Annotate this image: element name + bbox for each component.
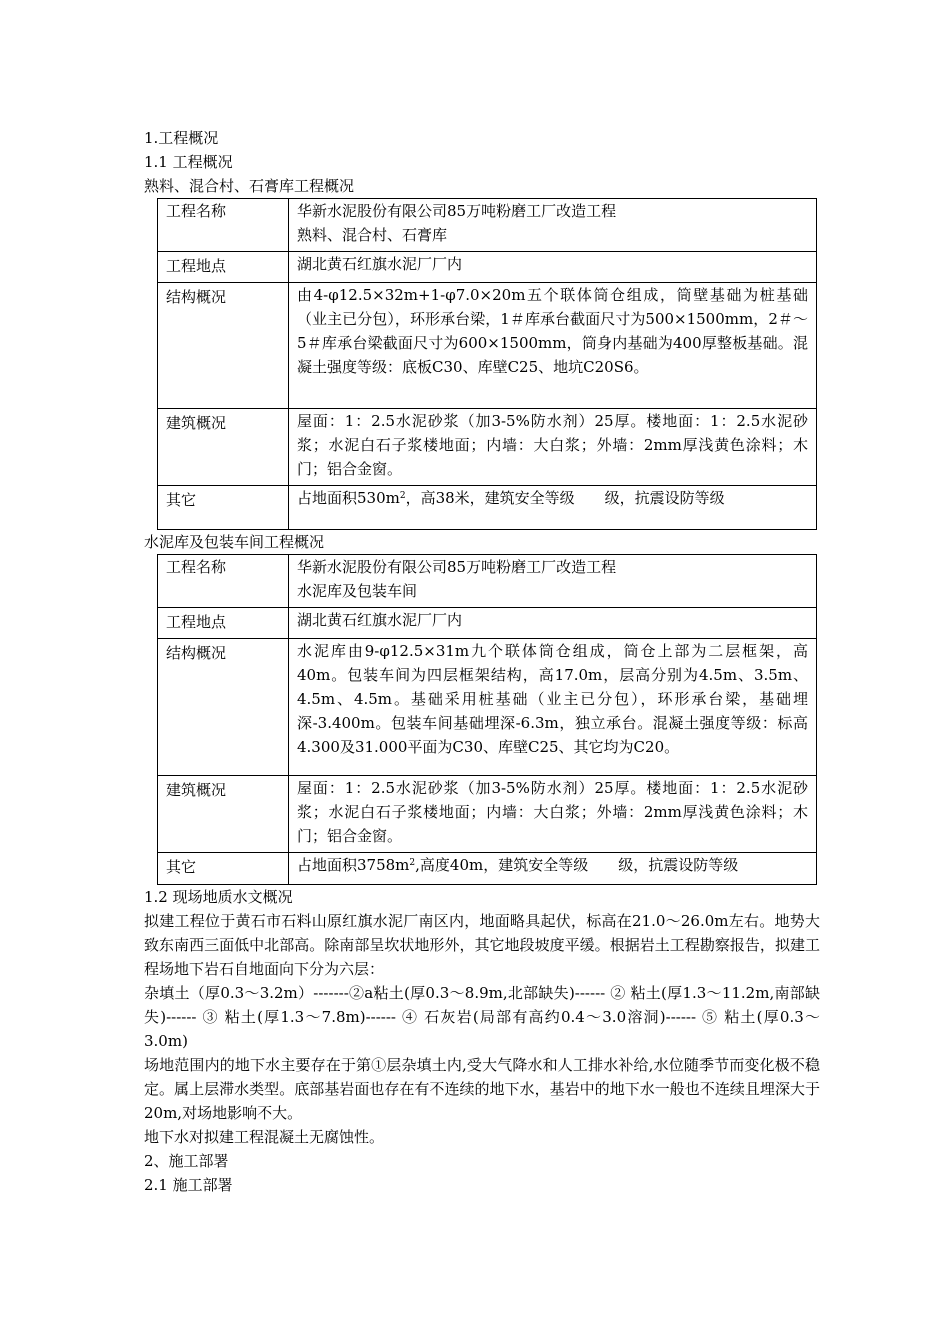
table-cement-storage <box>157 554 817 885</box>
geology-paragraph-2: 杂填土（厚0.3～3.2m）-------②a粘土(厚0.3～8.9m,北部缺失)------ ② 粘土(厚1.3～11.2m,南部缺失)------ ③ 粘土(厚1.3～7.8m)------ ④ 石灰岩(局部有高约0.4～3.0溶洞)------ ⑤ 粘土(厚0.3～3.0m) <box>144 984 820 1050</box>
heading-2-1: 2.1 施工部署 <box>144 1176 233 1194</box>
table2-other-rest: ,高度40m，建筑安全等级 级，抗震设防等级 <box>415 856 739 874</box>
table-row <box>158 199 817 252</box>
table2-architecture-label: 建筑概况 <box>158 776 289 853</box>
table1-site-label: 工程地点 <box>158 252 289 283</box>
table1-other-value <box>289 486 817 530</box>
table2-other-area: 占地面积3758m <box>297 856 410 874</box>
table1-structure-value: 由4-φ12.5×32m+1-φ7.0×20m五个联体筒仓组成，筒壁基础为桩基础（业主已分包），环形承台梁，1＃库承台截面尺寸为500×1500mm，2＃～5＃库承台梁截面尺寸为600×1500mm，筒身内基础为400厚整板基础。混凝土强度等级：底板C30、库壁C25、地坑C20S6。 <box>289 283 817 409</box>
table1-other-sup: 2 <box>399 491 406 501</box>
table1-caption: 熟料、混合村、石膏库工程概况 <box>144 177 355 195</box>
table2-name-label: 工程名称 <box>158 555 289 608</box>
table1-site-value: 湖北黄石红旗水泥厂厂内 <box>289 252 817 283</box>
table1-name-line1: 华新水泥股份有限公司85万吨粉磨工厂改造工程 <box>297 202 617 220</box>
table1-other-rest: ，高38米，建筑安全等级 级，抗震设防等级 <box>405 489 725 507</box>
table1-other-area: 占地面积530m <box>297 489 400 507</box>
table-row <box>158 853 817 885</box>
table2-other-value <box>289 853 817 885</box>
heading-1-2: 1.2 现场地质水文概况 <box>144 888 293 906</box>
table2-architecture-value: 屋面：1：2.5水泥砂浆（加3-5%防水剂）25厚。楼地面：1：2.5水泥砂浆；水泥白石子浆楼地面；内墙：大白浆；外墙：2mm厚浅黄色涂料；木门；铝合金窗。 <box>289 776 817 853</box>
heading-1-1: 1.1 工程概况 <box>144 153 233 171</box>
geology-paragraph-1: 拟建工程位于黄石市石料山原红旗水泥厂南区内，地面略具起伏，标高在21.0～26.0m左右。地势大致东南西三面低中北部高。除南部呈坎状地形外，其它地段坡度平缓。根据岩土工程勘察报告，拟建工程场地下岩石自地面向下分为六层： <box>144 912 820 978</box>
table-row <box>158 776 817 853</box>
table2-site-label: 工程地点 <box>158 608 289 639</box>
table2-name-value <box>289 555 817 608</box>
table1-name-label: 工程名称 <box>158 199 289 252</box>
table-row <box>158 608 817 639</box>
table2-name-line2: 水泥库及包装车间 <box>297 582 418 600</box>
table2-site-value: 湖北黄石红旗水泥厂厂内 <box>289 608 817 639</box>
table-clinker-storage <box>157 198 817 530</box>
table1-name-value <box>289 199 817 252</box>
table2-other-sup: 2 <box>409 858 416 868</box>
table-row <box>158 283 817 409</box>
table1-other-label: 其它 <box>158 486 289 530</box>
table-row <box>158 555 817 608</box>
table2-other-label: 其它 <box>158 853 289 885</box>
heading-2: 2、施工部署 <box>144 1152 229 1170</box>
geology-paragraph-3: 场地范围内的地下水主要存在于第①层杂填土内,受大气降水和人工排水补给,水位随季节而变化极不稳定。属上层滞水类型。底部基岩面也存在有不连续的地下水，基岩中的地下水一般也不连续且埋深大于20m,对场地影响不大。 <box>144 1056 820 1122</box>
table1-structure-label: 结构概况 <box>158 283 289 409</box>
table2-structure-label: 结构概况 <box>158 639 289 776</box>
table-row <box>158 409 817 486</box>
table1-architecture-label: 建筑概况 <box>158 409 289 486</box>
table2-name-line1: 华新水泥股份有限公司85万吨粉磨工厂改造工程 <box>297 558 617 576</box>
table-row <box>158 639 817 776</box>
table2-structure-value: 水泥库由9-φ12.5×31m九个联体筒仓组成，筒仓上部为二层框架，高40m。包装车间为四层框架结构，高17.0m，层高分别为4.5m、3.5m、4.5m、4.5m。基础采用桩基础（业主已分包），环形承台梁，基础埋深-3.400m。包装车间基础埋深-6.3m，独立承台。混凝土强度等级：标高4.300及31.000平面为C30、库壁C25、其它均为C20。 <box>289 639 817 776</box>
table-row <box>158 486 817 530</box>
heading-1: 1.工程概况 <box>144 129 219 147</box>
document-page <box>144 126 820 1197</box>
table2-caption: 水泥库及包装车间工程概况 <box>144 533 325 551</box>
geology-paragraph-4: 地下水对拟建工程混凝土无腐蚀性。 <box>144 1128 385 1146</box>
table-row <box>158 252 817 283</box>
table1-name-line2: 熟料、混合村、石膏库 <box>297 226 448 244</box>
table1-architecture-value: 屋面：1：2.5水泥砂浆（加3-5%防水剂）25厚。楼地面：1：2.5水泥砂浆；水泥白石子浆楼地面；内墙：大白浆；外墙：2mm厚浅黄色涂料；木门；铝合金窗。 <box>289 409 817 486</box>
